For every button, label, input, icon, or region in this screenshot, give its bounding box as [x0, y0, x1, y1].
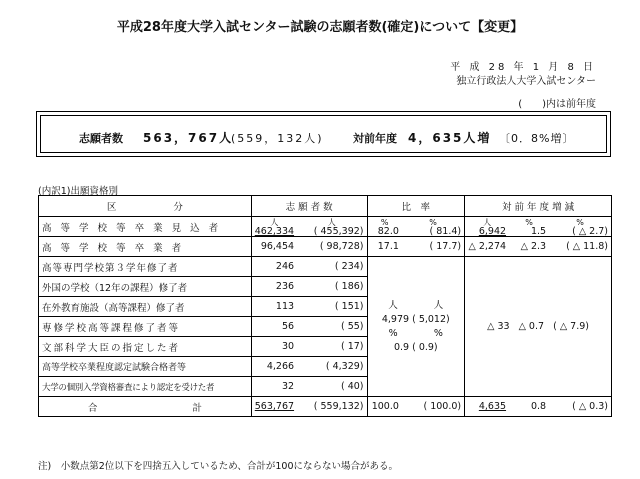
row-prev: ( 151) — [297, 297, 367, 317]
row-num: 32 — [251, 377, 297, 397]
row-prev: ( 55) — [297, 317, 367, 337]
row-num: 236 — [251, 277, 297, 297]
total-label: 合 計 — [39, 397, 252, 417]
unit-label: % — [525, 218, 533, 227]
summary-label: 志願者数 — [79, 132, 123, 145]
row-category: 外国の学校（12年の課程）修了者 — [39, 277, 252, 297]
row-dpct: 1.5 — [530, 226, 547, 237]
unit-label: % — [433, 327, 443, 339]
row-dpct2: ( △ 11.8) — [549, 237, 611, 257]
row-num: 113 — [251, 297, 297, 317]
row-category: 高 等 学 校 等 卒 業 見 込 者 — [39, 217, 252, 237]
row-prev: ( 98,728) — [297, 237, 367, 257]
group-ratio-cell — [367, 257, 465, 397]
summary-diff-pct: 〔0．8%増〕 — [499, 132, 575, 145]
row-category: 文部科学大臣の指定した者 — [39, 337, 252, 357]
header-ratio: 比 率 — [367, 196, 465, 217]
group-diff: △ 33 — [487, 321, 510, 332]
row-prev: ( 17) — [297, 337, 367, 357]
unit-label: 人 — [270, 218, 279, 227]
row-num: 246 — [251, 257, 297, 277]
table-row — [39, 237, 612, 257]
unit-label: % — [388, 327, 398, 339]
document-date: 平 成 28 年 1 月 8 日 — [450, 62, 596, 73]
group-change-cell — [465, 257, 612, 397]
total-prev: ( 559,132) — [297, 397, 367, 417]
header-change: 対 前 年 度 増 減 — [465, 196, 612, 217]
table-header-row — [39, 196, 612, 217]
row-diff: △ 2,274 — [465, 237, 509, 257]
total-dpct2: ( △ 0.3) — [549, 397, 611, 417]
group-dpct2: ( △ 7.9) — [553, 321, 589, 332]
row-pct: 82.0 — [377, 226, 399, 237]
row-prev: ( 4,329) — [297, 357, 367, 377]
unit-label: 人 — [327, 218, 336, 227]
unit-label: 人 — [433, 299, 444, 311]
group-dpct: △ 0.7 — [518, 321, 545, 332]
row-dpct2: ( △ 2.7) — [572, 226, 608, 237]
summary-prev: (559，132人) — [231, 132, 324, 145]
footnote: 注) 小数点第2位以下を四捨五入しているため、合計が100にならない場合がある。 — [38, 461, 399, 472]
summary-box-inner — [40, 115, 607, 153]
applicant-table — [38, 195, 612, 417]
row-pct: 17.1 — [367, 237, 402, 257]
summary-diff: 4，635人増 — [408, 131, 492, 145]
unit-label: % — [576, 218, 584, 227]
unit-label: % — [380, 218, 389, 227]
summary-box — [36, 111, 611, 157]
row-category: 専修学校高等課程修了者等 — [39, 317, 252, 337]
organization-name: 独立行政法人大学入試センター — [456, 76, 596, 87]
summary-diff-label: 対前年度 — [353, 132, 397, 145]
row-prev: ( 186) — [297, 277, 367, 297]
row-pct-prev: ( 81.4) — [429, 226, 462, 237]
row-category: 高等学校卒業程度認定試験合格者等 — [39, 357, 252, 377]
breakdown-title: (内訳1)出願資格別 — [38, 186, 118, 197]
group-pct: 0.9 — [393, 341, 410, 353]
unit-label: 人 — [388, 299, 398, 311]
header-category: 区 分 — [39, 196, 252, 217]
row-category: 在外教育施設（高等課程）修了者 — [39, 297, 252, 317]
table-row — [39, 257, 612, 277]
row-category: 大学の個別入学資格審査により認定を受けた者 — [39, 377, 252, 397]
row-category: 高等専門学校第３学年修了者 — [39, 257, 252, 277]
previous-year-note: ( )内は前年度 — [518, 99, 596, 110]
page-title: 平成28年度大学入試センター試験の志願者数(確定)について【変更】 — [116, 20, 524, 35]
row-num: 30 — [251, 337, 297, 357]
row-prev: ( 40) — [297, 377, 367, 397]
row-num: 4,266 — [251, 357, 297, 377]
total-pct-prev: ( 100.0) — [402, 397, 465, 417]
row-prev: ( 455,392) — [313, 226, 364, 237]
table-total-row — [39, 397, 612, 417]
row-num: 56 — [251, 317, 297, 337]
row-diff: 6,942 — [478, 226, 507, 237]
row-num: 96,454 — [251, 237, 297, 257]
group-prev: ( 5,012) — [412, 313, 450, 325]
total-dpct: 0.8 — [509, 397, 549, 417]
group-num: 4,979 — [381, 313, 410, 325]
summary-count: 563，767人 — [143, 131, 234, 145]
table-row — [39, 217, 612, 237]
row-category: 高 等 学 校 等 卒 業 者 — [39, 237, 252, 257]
row-prev: ( 234) — [297, 257, 367, 277]
unit-label: 人 — [483, 218, 492, 227]
group-pct-prev: ( 0.9) — [412, 341, 438, 353]
row-num: 462,334 — [254, 226, 295, 237]
total-num: 563,767 — [254, 401, 295, 412]
unit-label: % — [429, 218, 437, 227]
row-pct-prev: ( 17.7) — [402, 237, 465, 257]
total-diff: 4,635 — [478, 401, 507, 412]
header-applicants: 志 願 者 数 — [251, 196, 367, 217]
row-dpct: △ 2.3 — [509, 237, 549, 257]
total-pct: 100.0 — [367, 397, 402, 417]
